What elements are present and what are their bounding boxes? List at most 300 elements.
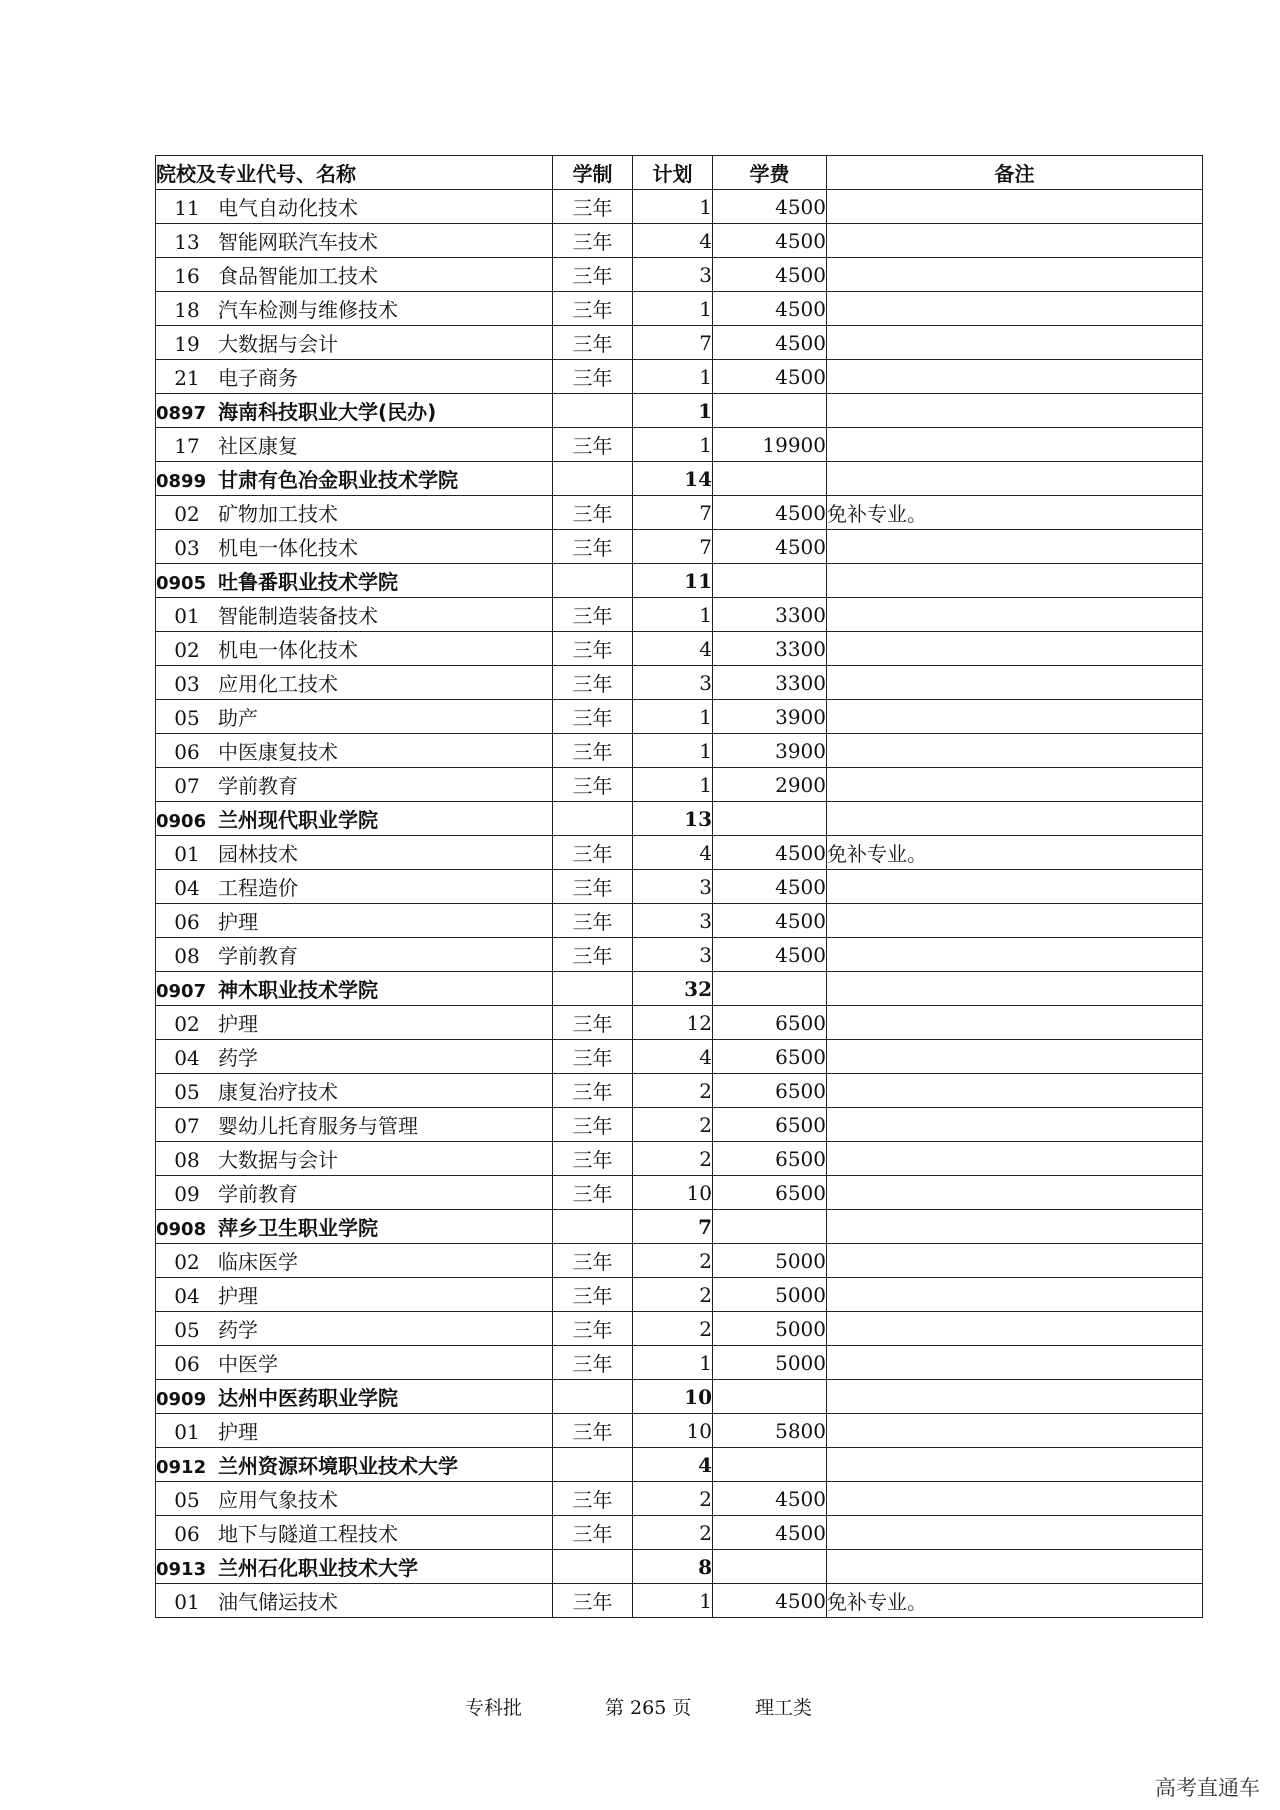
school-name: 神木职业技术学院 (218, 978, 378, 1002)
major-row (156, 1176, 1203, 1210)
fee-cell (713, 1210, 827, 1244)
school-code: 0907 (156, 981, 207, 1002)
duration-cell (553, 394, 633, 428)
school-row (156, 972, 1203, 1006)
plan-cell: 1 (633, 428, 713, 462)
plan-cell: 10 (633, 1380, 713, 1414)
note-cell (827, 428, 1203, 462)
duration-cell (553, 564, 633, 598)
name-cell (156, 666, 553, 700)
major-code: 05 (174, 1080, 200, 1104)
major-row (156, 1346, 1203, 1380)
major-name: 学前教育 (218, 944, 298, 968)
major-row (156, 904, 1203, 938)
major-row (156, 224, 1203, 258)
major-name: 汽车检测与维修技术 (218, 298, 398, 322)
duration-cell: 三年 (553, 1312, 633, 1346)
school-code: 0897 (156, 403, 207, 424)
note-cell (827, 360, 1203, 394)
duration-cell: 三年 (553, 496, 633, 530)
major-row (156, 292, 1203, 326)
plan-cell: 10 (633, 1176, 713, 1210)
header-name: 院校及专业代号、名称 (156, 156, 553, 190)
fee-cell: 4500 (713, 870, 827, 904)
major-name: 工程造价 (218, 876, 298, 900)
name-cell (156, 1210, 553, 1244)
note-cell: 免补专业。 (827, 496, 1203, 530)
major-row (156, 734, 1203, 768)
plan-cell: 1 (633, 598, 713, 632)
header-duration: 学制 (553, 156, 633, 190)
note-cell (827, 190, 1203, 224)
name-cell (156, 598, 553, 632)
duration-cell: 三年 (553, 836, 633, 870)
note-cell (827, 802, 1203, 836)
note-cell (827, 258, 1203, 292)
name-cell (156, 1346, 553, 1380)
fee-cell: 4500 (713, 292, 827, 326)
school-name: 海南科技职业大学(民办) (218, 400, 437, 424)
major-name: 地下与隧道工程技术 (218, 1522, 398, 1546)
school-name: 吐鲁番职业技术学院 (218, 570, 398, 594)
plan-cell: 3 (633, 666, 713, 700)
fee-cell: 4500 (713, 190, 827, 224)
school-name: 达州中医药职业学院 (218, 1386, 398, 1410)
plan-cell: 10 (633, 1414, 713, 1448)
note-cell (827, 666, 1203, 700)
name-cell (156, 1074, 553, 1108)
name-cell (156, 462, 553, 496)
note-cell (827, 1278, 1203, 1312)
note-cell (827, 1176, 1203, 1210)
fee-cell: 4500 (713, 360, 827, 394)
plan-cell: 1 (633, 292, 713, 326)
duration-cell: 三年 (553, 326, 633, 360)
duration-cell: 三年 (553, 1346, 633, 1380)
school-row (156, 1210, 1203, 1244)
major-row (156, 360, 1203, 394)
major-name: 护理 (218, 1012, 258, 1036)
fee-cell (713, 1448, 827, 1482)
major-code: 06 (174, 910, 200, 934)
name-cell (156, 904, 553, 938)
major-name: 电子商务 (218, 366, 298, 390)
name-cell (156, 1244, 553, 1278)
duration-cell: 三年 (553, 598, 633, 632)
major-name: 学前教育 (218, 1182, 298, 1206)
duration-cell: 三年 (553, 666, 633, 700)
major-row (156, 1516, 1203, 1550)
note-cell (827, 938, 1203, 972)
note-cell (827, 224, 1203, 258)
plan-cell: 14 (633, 462, 713, 496)
major-code: 03 (174, 536, 200, 560)
note-cell (827, 904, 1203, 938)
plan-cell: 2 (633, 1142, 713, 1176)
duration-cell: 三年 (553, 1414, 633, 1448)
header-plan: 计划 (633, 156, 713, 190)
name-cell (156, 700, 553, 734)
major-row (156, 870, 1203, 904)
name-cell (156, 1176, 553, 1210)
duration-cell: 三年 (553, 1142, 633, 1176)
plan-cell: 7 (633, 326, 713, 360)
duration-cell: 三年 (553, 1108, 633, 1142)
plan-cell: 11 (633, 564, 713, 598)
major-code: 19 (174, 332, 200, 356)
major-name: 康复治疗技术 (218, 1080, 338, 1104)
fee-cell: 4500 (713, 938, 827, 972)
fee-cell: 3900 (713, 734, 827, 768)
major-name: 油气储运技术 (218, 1590, 338, 1614)
name-cell (156, 1380, 553, 1414)
major-row (156, 496, 1203, 530)
fee-cell: 6500 (713, 1108, 827, 1142)
fee-cell (713, 462, 827, 496)
note-cell (827, 734, 1203, 768)
major-name: 助产 (218, 706, 258, 730)
duration-cell: 三年 (553, 734, 633, 768)
duration-cell: 三年 (553, 1006, 633, 1040)
major-row (156, 598, 1203, 632)
duration-cell: 三年 (553, 938, 633, 972)
major-name: 智能制造装备技术 (218, 604, 378, 628)
school-code: 0899 (156, 471, 207, 492)
header-note: 备注 (827, 156, 1203, 190)
fee-cell (713, 564, 827, 598)
major-name: 学前教育 (218, 774, 298, 798)
major-name: 社区康复 (218, 434, 298, 458)
plan-cell: 7 (633, 496, 713, 530)
note-cell (827, 700, 1203, 734)
major-code: 01 (174, 842, 200, 866)
duration-cell: 三年 (553, 360, 633, 394)
name-cell (156, 428, 553, 462)
note-cell (827, 1074, 1203, 1108)
major-row (156, 1040, 1203, 1074)
note-cell (827, 326, 1203, 360)
plan-cell: 1 (633, 700, 713, 734)
plan-cell: 4 (633, 632, 713, 666)
plan-cell: 2 (633, 1516, 713, 1550)
major-name: 大数据与会计 (218, 332, 338, 356)
major-row (156, 1074, 1203, 1108)
note-cell: 免补专业。 (827, 1584, 1203, 1618)
major-code: 16 (174, 264, 200, 288)
fee-cell: 4500 (713, 836, 827, 870)
plan-cell: 2 (633, 1482, 713, 1516)
name-cell (156, 1040, 553, 1074)
fee-cell: 2900 (713, 768, 827, 802)
fee-cell (713, 394, 827, 428)
name-cell (156, 870, 553, 904)
name-cell (156, 394, 553, 428)
major-code: 08 (174, 944, 200, 968)
name-cell (156, 1414, 553, 1448)
name-cell (156, 292, 553, 326)
duration-cell: 三年 (553, 224, 633, 258)
duration-cell: 三年 (553, 768, 633, 802)
fee-cell: 5000 (713, 1346, 827, 1380)
major-code: 02 (174, 1250, 200, 1274)
fee-cell (713, 972, 827, 1006)
school-name: 兰州资源环境职业技术大学 (218, 1454, 458, 1478)
name-cell (156, 326, 553, 360)
note-cell (827, 1108, 1203, 1142)
name-cell (156, 1142, 553, 1176)
major-row (156, 326, 1203, 360)
name-cell (156, 1482, 553, 1516)
major-code: 01 (174, 1590, 200, 1614)
major-code: 06 (174, 740, 200, 764)
major-name: 应用气象技术 (218, 1488, 338, 1512)
fee-cell: 4500 (713, 1516, 827, 1550)
fee-cell: 4500 (713, 1482, 827, 1516)
major-code: 02 (174, 502, 200, 526)
plan-cell: 1 (633, 1346, 713, 1380)
plan-cell: 1 (633, 360, 713, 394)
duration-cell (553, 1380, 633, 1414)
duration-cell: 三年 (553, 904, 633, 938)
plan-cell: 13 (633, 802, 713, 836)
major-name: 机电一体化技术 (218, 638, 358, 662)
header-fee: 学费 (713, 156, 827, 190)
plan-cell: 4 (633, 1040, 713, 1074)
major-row (156, 190, 1203, 224)
note-cell (827, 1244, 1203, 1278)
duration-cell: 三年 (553, 1584, 633, 1618)
duration-cell (553, 462, 633, 496)
watermark: 高考直通车 (1155, 1776, 1260, 1800)
major-name: 矿物加工技术 (218, 502, 338, 526)
plan-cell: 2 (633, 1108, 713, 1142)
major-code: 06 (174, 1352, 200, 1376)
note-cell (827, 1516, 1203, 1550)
major-code: 04 (174, 876, 200, 900)
name-cell (156, 360, 553, 394)
plan-cell: 12 (633, 1006, 713, 1040)
duration-cell (553, 972, 633, 1006)
duration-cell (553, 802, 633, 836)
fee-cell: 6500 (713, 1040, 827, 1074)
major-row (156, 1244, 1203, 1278)
footer-batch: 专科批 (465, 1697, 523, 1719)
school-row (156, 1550, 1203, 1584)
plan-cell: 2 (633, 1278, 713, 1312)
note-cell (827, 1006, 1203, 1040)
plan-cell: 1 (633, 734, 713, 768)
fee-cell: 6500 (713, 1142, 827, 1176)
fee-cell: 4500 (713, 326, 827, 360)
note-cell (827, 1380, 1203, 1414)
note-cell (827, 1448, 1203, 1482)
name-cell (156, 224, 553, 258)
plan-cell: 8 (633, 1550, 713, 1584)
school-code: 0912 (156, 1457, 207, 1478)
school-code: 0908 (156, 1219, 207, 1240)
major-row (156, 1108, 1203, 1142)
major-name: 食品智能加工技术 (218, 264, 378, 288)
major-row (156, 938, 1203, 972)
school-row (156, 1448, 1203, 1482)
major-code: 09 (174, 1182, 200, 1206)
school-name: 甘肃有色冶金职业技术学院 (218, 468, 458, 492)
duration-cell: 三年 (553, 870, 633, 904)
fee-cell (713, 802, 827, 836)
duration-cell: 三年 (553, 428, 633, 462)
name-cell (156, 768, 553, 802)
duration-cell: 三年 (553, 530, 633, 564)
major-row (156, 1414, 1203, 1448)
duration-cell: 三年 (553, 1278, 633, 1312)
fee-cell: 4500 (713, 496, 827, 530)
major-name: 电气自动化技术 (218, 196, 358, 220)
footer-category: 理工类 (755, 1697, 813, 1719)
duration-cell (553, 1210, 633, 1244)
major-code: 01 (174, 604, 200, 628)
fee-cell: 19900 (713, 428, 827, 462)
major-code: 18 (174, 298, 200, 322)
fee-cell: 3300 (713, 598, 827, 632)
plan-cell: 2 (633, 1312, 713, 1346)
fee-cell: 3300 (713, 632, 827, 666)
note-cell (827, 1482, 1203, 1516)
name-cell (156, 1278, 553, 1312)
major-code: 05 (174, 706, 200, 730)
school-name: 兰州现代职业学院 (218, 808, 378, 832)
major-name: 中医学 (218, 1352, 278, 1376)
plan-cell: 3 (633, 904, 713, 938)
footer-page-number: 第 265 页 (605, 1697, 692, 1719)
name-cell (156, 836, 553, 870)
major-code: 05 (174, 1488, 200, 1512)
major-code: 13 (174, 230, 200, 254)
note-cell: 免补专业。 (827, 836, 1203, 870)
school-name: 兰州石化职业技术大学 (218, 1556, 418, 1580)
note-cell (827, 1414, 1203, 1448)
note-cell (827, 870, 1203, 904)
note-cell (827, 768, 1203, 802)
major-row (156, 700, 1203, 734)
school-name: 萍乡卫生职业学院 (218, 1216, 378, 1240)
major-name: 护理 (218, 1420, 258, 1444)
name-cell (156, 734, 553, 768)
fee-cell (713, 1380, 827, 1414)
major-name: 应用化工技术 (218, 672, 338, 696)
plan-cell: 3 (633, 258, 713, 292)
note-cell (827, 1346, 1203, 1380)
major-name: 园林技术 (218, 842, 298, 866)
major-row (156, 530, 1203, 564)
school-row (156, 462, 1203, 496)
plan-cell: 4 (633, 224, 713, 258)
major-code: 01 (174, 1420, 200, 1444)
school-code: 0905 (156, 573, 207, 594)
fee-cell: 4500 (713, 224, 827, 258)
major-row (156, 1006, 1203, 1040)
note-cell (827, 1040, 1203, 1074)
plan-cell: 1 (633, 1584, 713, 1618)
name-cell (156, 1516, 553, 1550)
fee-cell: 3300 (713, 666, 827, 700)
name-cell (156, 564, 553, 598)
major-row (156, 1482, 1203, 1516)
major-code: 06 (174, 1522, 200, 1546)
major-code: 07 (174, 774, 200, 798)
name-cell (156, 190, 553, 224)
duration-cell: 三年 (553, 700, 633, 734)
major-code: 07 (174, 1114, 200, 1138)
plan-cell: 2 (633, 1074, 713, 1108)
fee-cell: 3900 (713, 700, 827, 734)
duration-cell: 三年 (553, 1516, 633, 1550)
school-code: 0909 (156, 1389, 207, 1410)
note-cell (827, 1312, 1203, 1346)
major-code: 02 (174, 638, 200, 662)
major-code: 21 (174, 366, 200, 390)
school-code: 0906 (156, 811, 207, 832)
major-name: 中医康复技术 (218, 740, 338, 764)
fee-cell (713, 1550, 827, 1584)
duration-cell (553, 1448, 633, 1482)
plan-cell: 4 (633, 836, 713, 870)
note-cell (827, 292, 1203, 326)
plan-cell: 1 (633, 190, 713, 224)
plan-cell: 1 (633, 768, 713, 802)
school-row (156, 1380, 1203, 1414)
name-cell (156, 802, 553, 836)
name-cell (156, 1312, 553, 1346)
major-row (156, 258, 1203, 292)
fee-cell: 4500 (713, 258, 827, 292)
major-name: 药学 (218, 1318, 258, 1342)
note-cell (827, 394, 1203, 428)
major-name: 机电一体化技术 (218, 536, 358, 560)
major-code: 08 (174, 1148, 200, 1172)
major-code: 04 (174, 1284, 200, 1308)
major-row (156, 1312, 1203, 1346)
school-row (156, 394, 1203, 428)
major-code: 17 (174, 434, 200, 458)
school-row (156, 802, 1203, 836)
fee-cell: 6500 (713, 1176, 827, 1210)
duration-cell: 三年 (553, 190, 633, 224)
name-cell (156, 496, 553, 530)
major-row (156, 666, 1203, 700)
plan-cell: 7 (633, 1210, 713, 1244)
plan-cell: 3 (633, 938, 713, 972)
school-code: 0913 (156, 1559, 207, 1580)
major-row (156, 768, 1203, 802)
fee-cell: 5000 (713, 1278, 827, 1312)
major-name: 临床医学 (218, 1250, 298, 1274)
fee-cell: 5800 (713, 1414, 827, 1448)
duration-cell: 三年 (553, 1482, 633, 1516)
fee-cell: 4500 (713, 904, 827, 938)
name-cell (156, 530, 553, 564)
major-row (156, 1278, 1203, 1312)
duration-cell: 三年 (553, 1074, 633, 1108)
note-cell (827, 1210, 1203, 1244)
name-cell (156, 938, 553, 972)
note-cell (827, 972, 1203, 1006)
duration-cell: 三年 (553, 1040, 633, 1074)
fee-cell: 6500 (713, 1074, 827, 1108)
note-cell (827, 564, 1203, 598)
major-name: 护理 (218, 910, 258, 934)
major-name: 智能网联汽车技术 (218, 230, 378, 254)
duration-cell: 三年 (553, 258, 633, 292)
